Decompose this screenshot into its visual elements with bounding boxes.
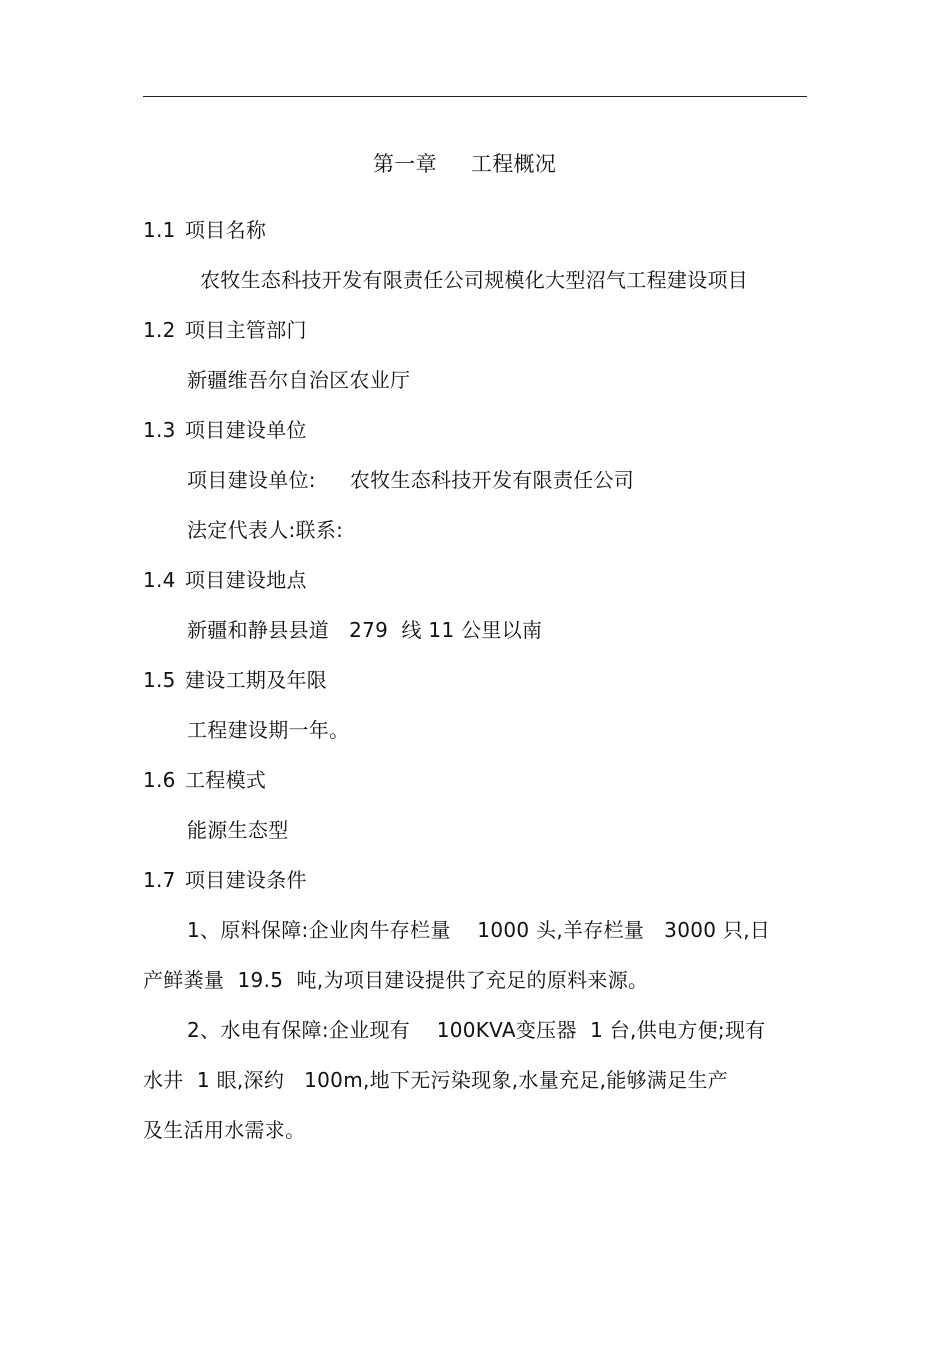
- section-heading-1-3: [143, 416, 307, 444]
- section-heading-1-5: [143, 666, 327, 694]
- section-title: 建设工期及年限: [185, 668, 328, 692]
- legal-rep-text: 法定代表人:联系:: [187, 518, 344, 542]
- builder-label: 项目建设单位:: [187, 468, 316, 492]
- section-title: 工程模式: [185, 768, 267, 792]
- section-title: 项目主管部门: [185, 318, 307, 342]
- section-title: 项目建设单位: [185, 418, 307, 442]
- section-number: 1.6: [143, 768, 176, 792]
- section-number: 1.3: [143, 418, 176, 442]
- section-number: 1.2: [143, 318, 176, 342]
- section-heading-1-1: [143, 216, 266, 244]
- period-text: 工程建设期一年。: [187, 718, 350, 742]
- section-title: 项目建设条件: [185, 868, 307, 892]
- condition-2-line-2: 水井 1 眼,深约 100m,地下无污染现象,水量充足,能够满足生产: [143, 1068, 729, 1092]
- section-number: 1.7: [143, 868, 176, 892]
- section-number: 1.5: [143, 668, 176, 692]
- section-number: 1.1: [143, 218, 176, 242]
- header-rule: [143, 96, 807, 97]
- section-heading-1-4: [143, 566, 307, 594]
- condition-2-line-1: 2、水电有保障:企业现有 100KVA变压器 1 台,供电方便;现有: [187, 1018, 766, 1042]
- mode-text: 能源生态型: [187, 818, 289, 842]
- condition-1-line-1: 1、原料保障:企业肉牛存栏量 1000 头,羊存栏量 3000 只,日: [187, 918, 771, 942]
- section-title: 项目名称: [185, 218, 267, 242]
- chapter-heading: [373, 150, 556, 178]
- section-number: 1.4: [143, 568, 176, 592]
- builder-line: [187, 466, 634, 494]
- section-heading-1-2: [143, 316, 307, 344]
- section-title: 项目建设地点: [185, 568, 307, 592]
- location-text: 新疆和静县县道 279 线 11 公里以南: [187, 618, 543, 642]
- chapter-title: 工程概况: [470, 152, 557, 176]
- builder-value: 农牧生态科技开发有限责任公司: [349, 468, 635, 492]
- section-heading-1-6: [143, 766, 266, 794]
- condition-1-line-2: 产鲜粪量 19.5 吨,为项目建设提供了充足的原料来源。: [143, 968, 649, 992]
- supervisor-text: 新疆维吾尔自治区农业厅: [187, 368, 411, 392]
- chapter-number: 第一章: [373, 152, 437, 176]
- section-heading-1-7: [143, 866, 307, 894]
- project-name-text: 农牧生态科技开发有限责任公司规模化大型沼气工程建设项目: [200, 268, 749, 292]
- condition-2-line-3: 及生活用水需求。: [143, 1118, 306, 1142]
